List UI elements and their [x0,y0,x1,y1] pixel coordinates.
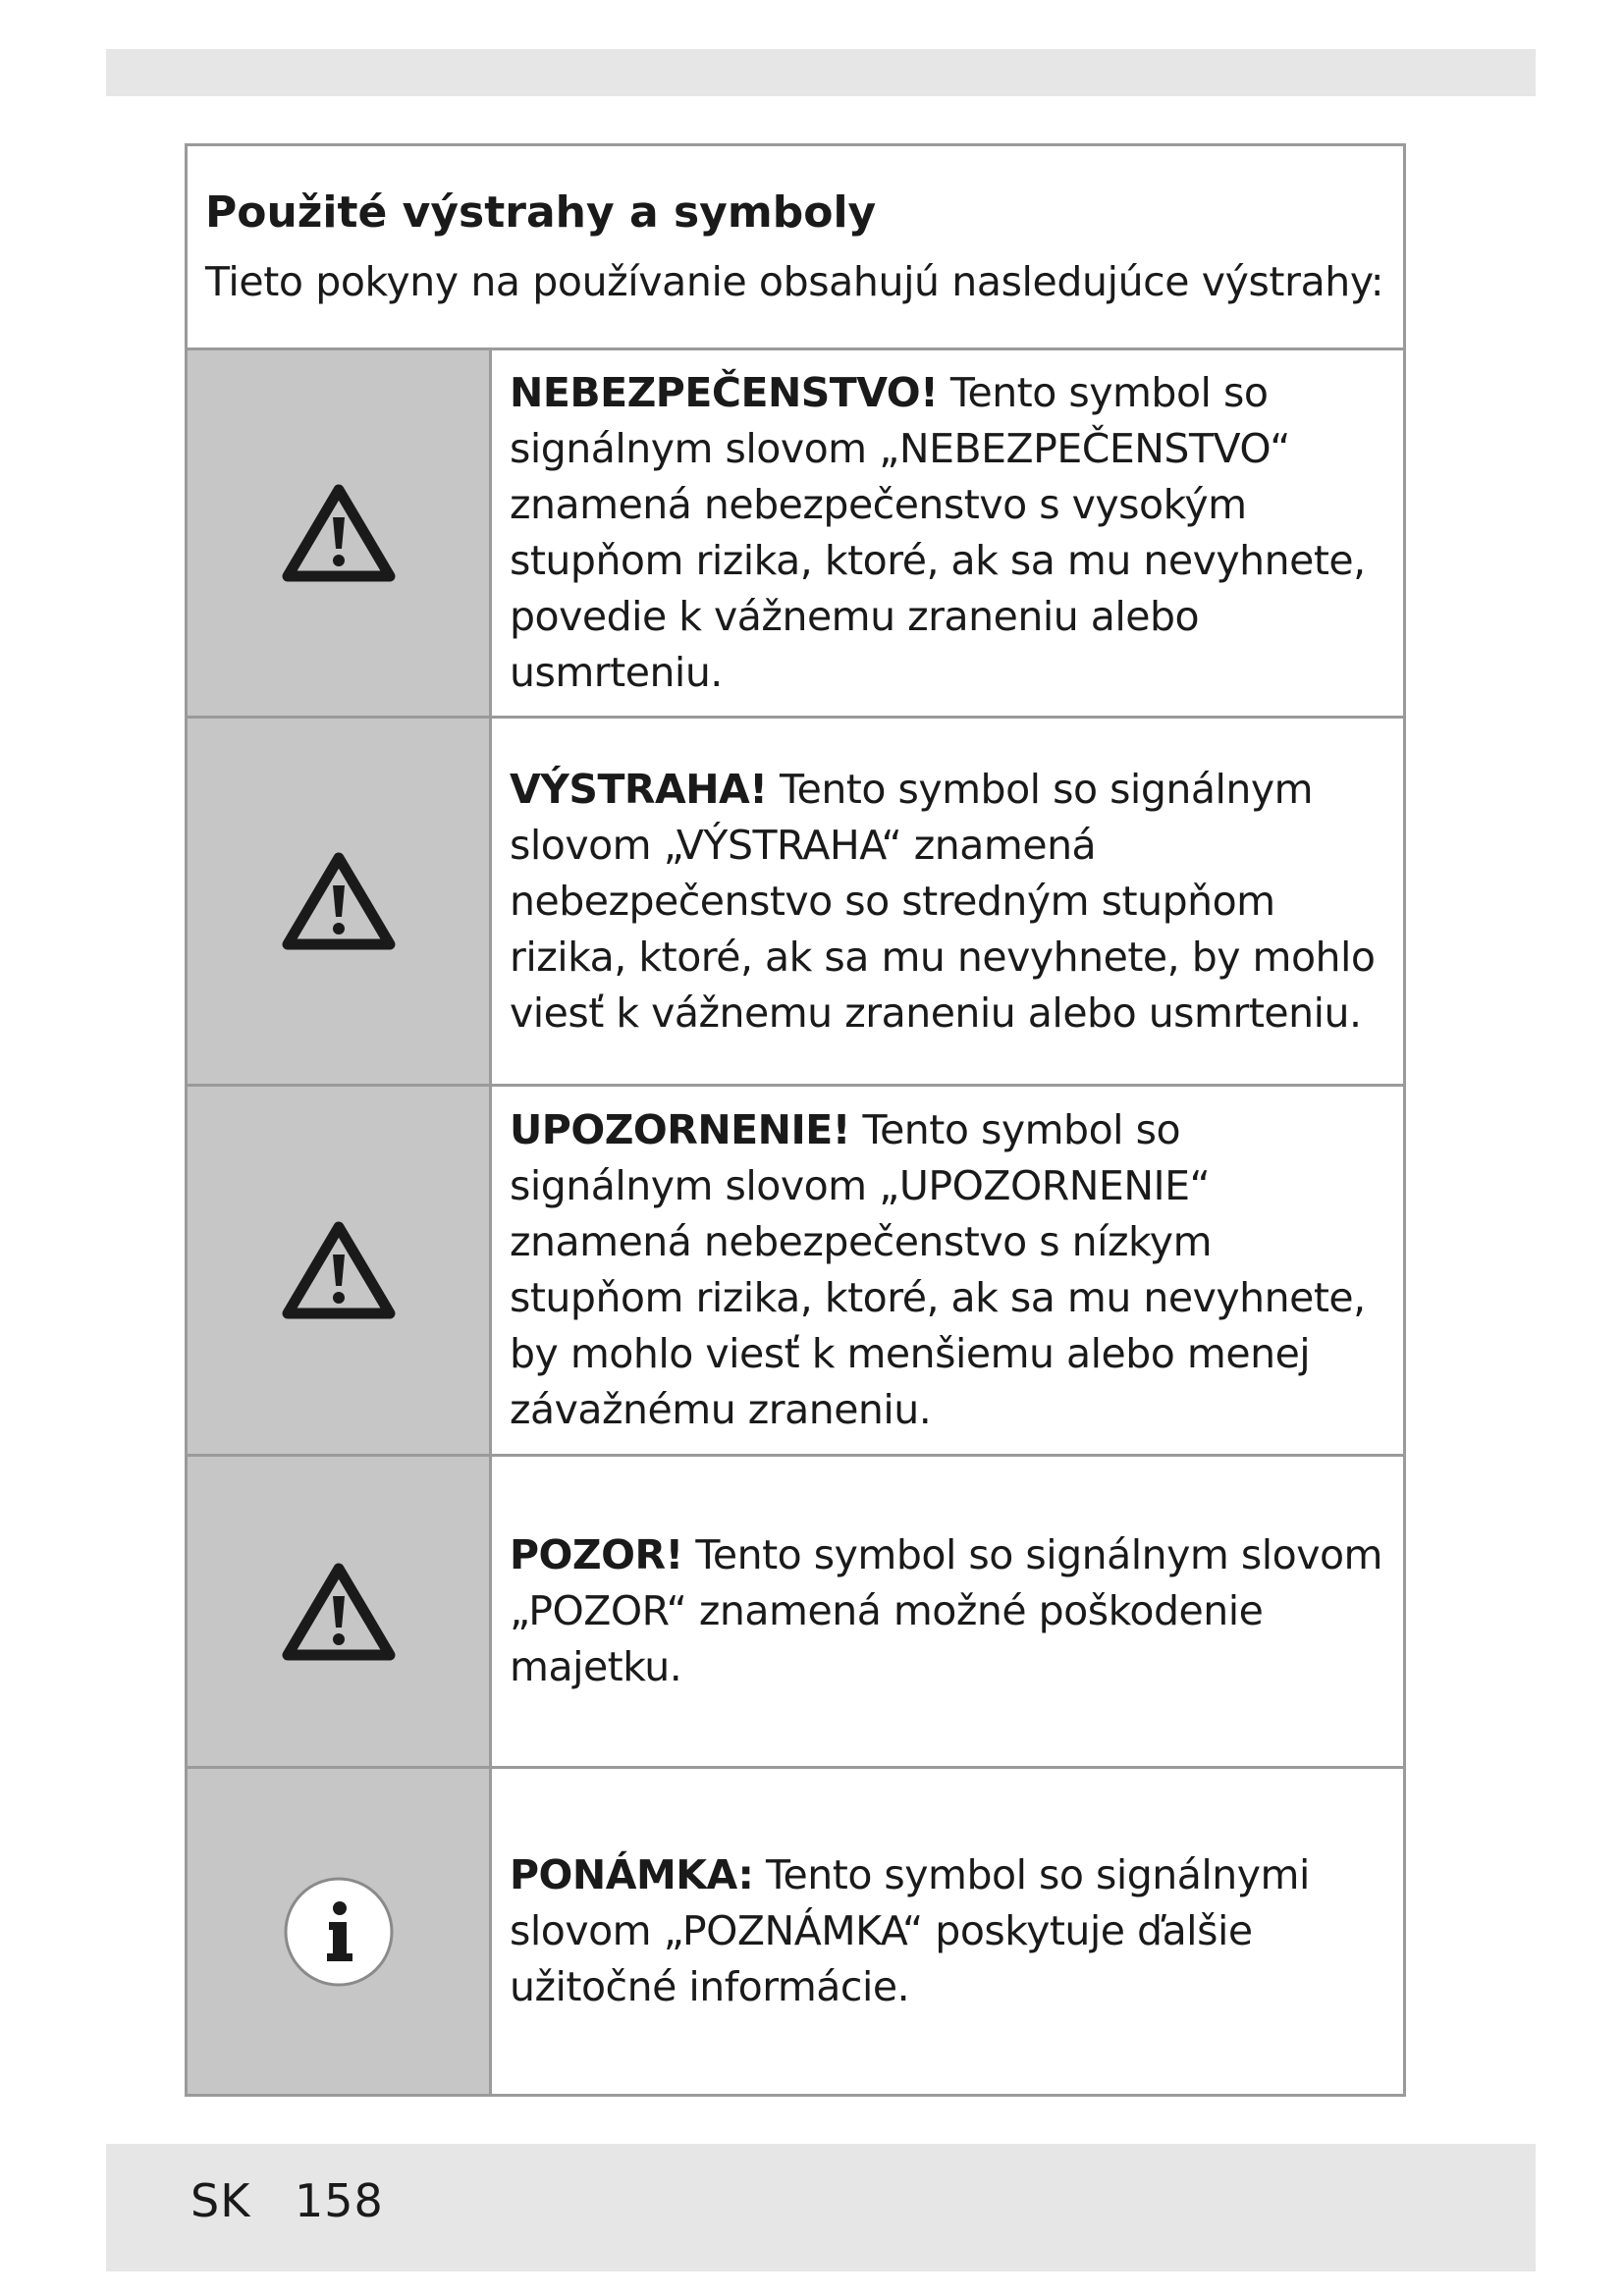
section-title: Použité výstrahy a symboly [205,187,877,238]
warning-text [510,1102,1391,1438]
text-cell [492,719,1403,1084]
signal-word: PONÁMKA: [510,1851,754,1898]
icon-cell [188,1457,492,1766]
top-band [106,49,1536,96]
signal-word: UPOZORNENIE! [510,1106,850,1153]
description: Tento symbol so signálnym slovom „POZOR“ znamená možné poškodenie majetku. [510,1531,1382,1690]
text-cell [492,1769,1403,2094]
icon-cell [188,1087,492,1454]
footer-language: SK [190,2174,251,2227]
table-row-warning [188,719,1403,1087]
table-row-note [188,1769,1403,2094]
info-icon [282,1875,396,1989]
table-row-caution [188,1087,1403,1457]
warning-triangle-icon [281,850,397,952]
warning-triangle-icon [281,482,397,584]
page-number: 158 [295,2174,384,2227]
signal-word: VÝSTRAHA! [510,765,768,813]
icon-cell [188,719,492,1084]
warning-triangle-icon [281,1561,397,1663]
signal-word: POZOR! [510,1531,683,1578]
text-cell [492,1457,1403,1766]
table-header [188,146,1403,350]
description: Tento symbol so signálnym slovom „VÝSTRAHA“ znamená nebezpečenstvo so stredným stupňom rizika, ktoré, ak sa mu nevyhnete, by mohlo viesť k vážnemu zraneniu alebo usmrteniu. [510,765,1376,1037]
note-text [510,1847,1391,2015]
warning-text [510,365,1391,701]
icon-cell [188,1769,492,2094]
warning-text [510,762,1391,1041]
text-cell [492,350,1403,716]
warning-triangle-icon [281,1219,397,1321]
icon-cell [188,350,492,716]
description: Tento symbol so signálnym slovom „NEBEZPEČENSTVO“ znamená nebezpečenstvo s vysokým stupňom rizika, ktoré, ak sa mu nevyhnete, povedie k vážnemu zraneniu alebo usmrteniu. [510,369,1366,696]
section-intro: Tieto pokyny na používanie obsahujú nasledujúce výstrahy: [205,258,1384,305]
signal-word: NEBEZPEČENSTVO! [510,369,939,416]
warning-text [510,1527,1391,1695]
text-cell [492,1087,1403,1454]
table-row-danger [188,350,1403,719]
table-row-attention [188,1457,1403,1769]
warnings-table [185,143,1406,2097]
description: Tento symbol so signálnym slovom „UPOZORNENIE“ znamená nebezpečenstvo s nízkym stupňom rizika, ktoré, ak sa mu nevyhnete, by mohlo viesť k menšiemu alebo menej závažnému zraneniu. [510,1106,1366,1433]
description: Tento symbol so signálnymi slovom „POZNÁMKA“ poskytuje ďalšie užitočné informácie. [510,1851,1310,2010]
